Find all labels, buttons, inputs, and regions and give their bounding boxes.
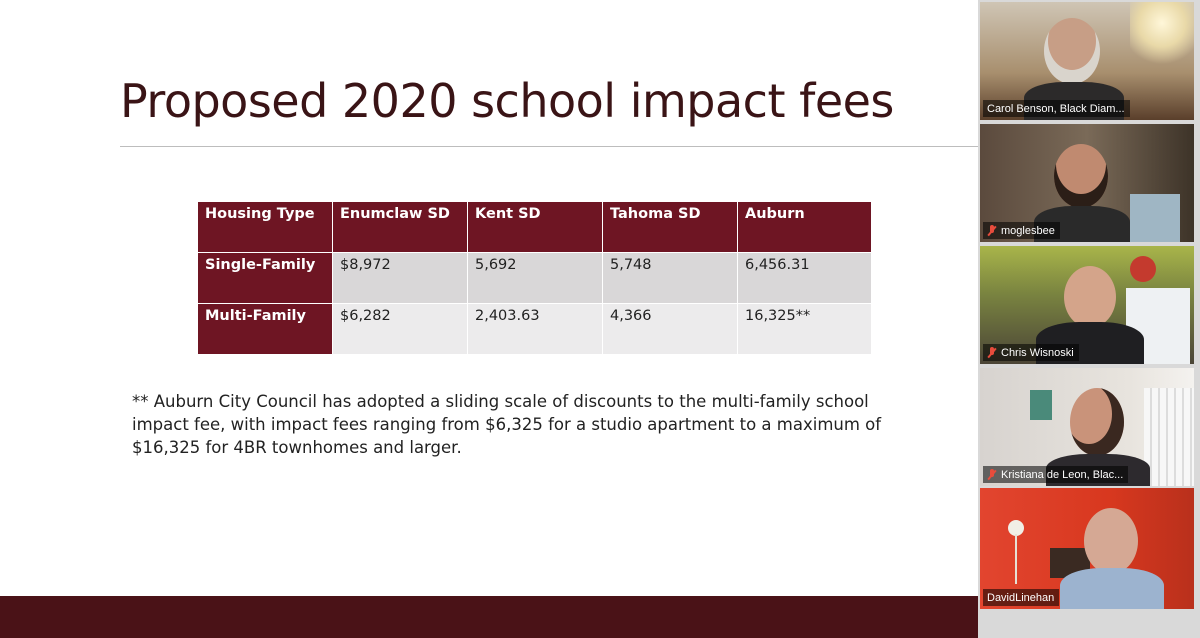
participant-name: moglesbee — [1001, 225, 1055, 237]
table-cell: 5,692 — [468, 253, 603, 304]
lamp-glow — [1130, 2, 1194, 72]
table-cell: $6,282 — [333, 304, 468, 355]
participant-name: Kristiana de Leon, Blac... — [1001, 469, 1124, 481]
participant-name-tag — [983, 466, 1128, 483]
participant-name: Chris Wisnoski — [1001, 347, 1074, 359]
participant-avatar — [1084, 508, 1138, 574]
slide-footnote: ** Auburn City Council has adopted a sliding scale of discounts to the multi-family school impact fee, with impact fees ranging from $6,325 for a studio apartment to a maximum of $16,325 for 4BR townhomes and larger. — [132, 392, 882, 457]
table-row — [198, 253, 872, 304]
participant-avatar — [1054, 144, 1108, 208]
participant-video-strip[interactable] — [978, 0, 1200, 638]
video-tile-carol-benson[interactable] — [980, 2, 1194, 120]
header-kent: Kent SD — [468, 202, 603, 253]
participant-name-tag — [983, 100, 1130, 117]
table-cell: 16,325** — [738, 304, 872, 355]
header-tahoma: Tahoma SD — [603, 202, 738, 253]
participant-avatar — [1064, 266, 1116, 328]
table-cell: 2,403.63 — [468, 304, 603, 355]
muted-mic-icon — [987, 347, 997, 359]
header-enumclaw: Enumclaw SD — [333, 202, 468, 253]
muted-mic-icon — [987, 469, 997, 481]
header-housing-type: Housing Type — [198, 202, 333, 253]
slide-title: Proposed 2020 school impact fees — [120, 74, 894, 128]
table-cell: 4,366 — [603, 304, 738, 355]
table-header-row — [198, 202, 872, 253]
table-cell: $8,972 — [333, 253, 468, 304]
video-tile-chris-wisnoski[interactable] — [980, 246, 1194, 364]
lamp-stand — [1015, 534, 1017, 584]
participant-avatar — [1044, 18, 1100, 84]
video-tile-kristiana-de-leon[interactable] — [980, 368, 1194, 486]
video-tile-moglesbee[interactable] — [980, 124, 1194, 242]
participant-name: DavidLinehan — [987, 592, 1055, 604]
window — [1130, 194, 1180, 242]
table-cell: 5,748 — [603, 253, 738, 304]
participant-avatar — [1070, 388, 1124, 456]
table-cell: 6,456.31 — [738, 253, 872, 304]
participant-name-tag — [983, 344, 1079, 361]
window-blinds — [1144, 388, 1194, 486]
row-label-multi-family: Multi-Family — [198, 304, 333, 355]
participant-name-tag — [983, 222, 1060, 239]
wall-sign — [1130, 256, 1156, 282]
participant-name: Carol Benson, Black Diam... — [987, 103, 1125, 115]
header-auburn: Auburn — [738, 202, 872, 253]
row-label-single-family: Single-Family — [198, 253, 333, 304]
participant-name-tag — [983, 589, 1059, 606]
participant-body — [1060, 568, 1164, 609]
table-row — [198, 304, 872, 355]
slide-footer-band — [0, 596, 978, 638]
wall-art — [1030, 390, 1052, 420]
muted-mic-icon — [987, 225, 997, 237]
impact-fee-table — [198, 202, 872, 355]
title-divider — [120, 146, 978, 147]
video-tile-david-linehan[interactable] — [980, 488, 1194, 609]
